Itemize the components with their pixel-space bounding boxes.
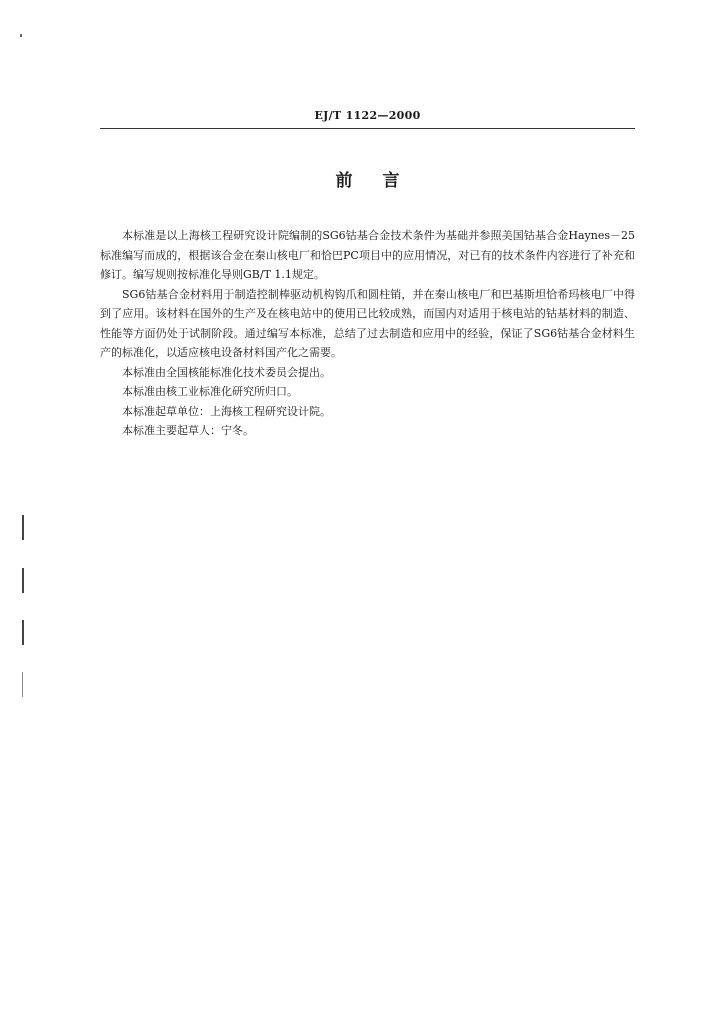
- scan-binding-mark: [22, 568, 24, 593]
- paragraph-application: SG6钴基合金材料用于制造控制棒驱动机构钩爪和圆柱销，并在秦山核电厂和巴基斯坦恰希玛核电厂中得到了应用。该材料在国外的生产及在核电站中的使用已比较成熟，而国内对适用于核电站的钴基材料的制造、性能等方面仍处于试制阶段。通过编写本标准，总结了过去制造和应用中的经验，保证了SG6钴基合金材料生产的标准化，以适应核电设备材料国产化之需要。: [100, 287, 635, 359]
- page-title: 前言: [335, 171, 430, 191]
- foreword-body: [100, 226, 635, 441]
- paragraph-proposer: 本标准由全国核能标准化技术委员会提出。: [122, 365, 331, 379]
- paragraph-drafters: 本标准主要起草人：宁冬。: [122, 424, 254, 437]
- scan-speck: [20, 34, 22, 37]
- paragraph-basis: 本标准是以上海核工程研究设计院编制的SG6钴基合金技术条件为基础并参照美国钴基合金Haynes－25标准编写而成的，根据该合金在秦山核电厂和恰巴PC项目中的应用情况，对已有的技术条件内容进行了补充和修订。编写规则按标准化导则GB/T 1.1规定。: [100, 229, 635, 281]
- standard-code-header: EJ/T 1122—2000: [314, 109, 421, 122]
- paragraph-administrator: 本标准由核工业标准化研究所归口。: [122, 385, 298, 398]
- header-rule: [100, 128, 635, 129]
- paragraph-drafting-unit: 本标准起草单位：上海核工程研究设计院。: [122, 404, 331, 418]
- scan-binding-mark: [22, 672, 23, 697]
- scan-binding-mark: [22, 620, 24, 645]
- scan-binding-mark: [22, 515, 24, 540]
